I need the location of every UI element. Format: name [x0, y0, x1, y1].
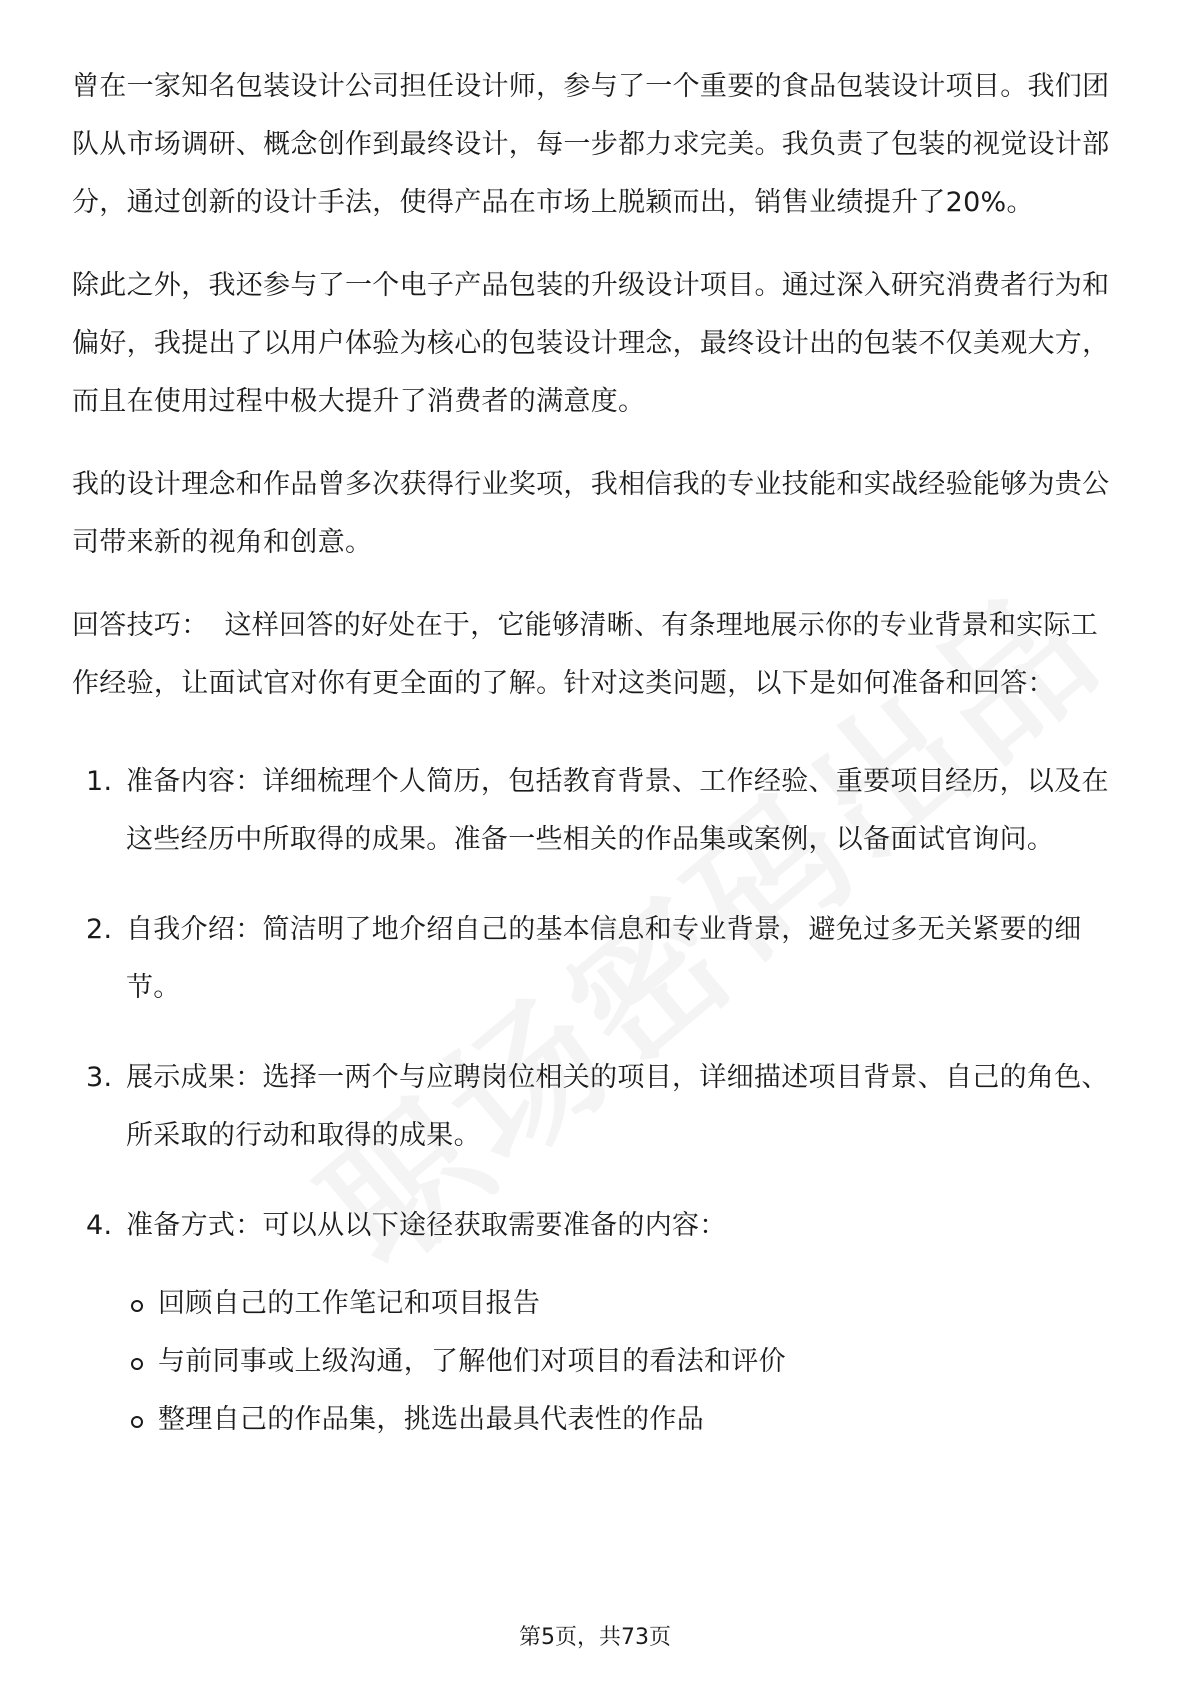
paragraph-upgrade-project: 除此之外，我还参与了一个电子产品包装的升级设计项目。通过深入研究消费者行为和偏好，我提出了以用户体验为核心的包装设计理念，最终设计出的包装不仅美观大方，而且在使用过程中极大提升了消费者的满意度。 [72, 270, 1110, 417]
step-item [72, 753, 1122, 869]
answer-tips [72, 597, 1122, 713]
paragraph-experience: 曾在一家知名包装设计公司担任设计师，参与了一个重要的食品包装设计项目。我们团队从市场调研、概念创作到最终设计，每一步都力求完美。我负责了包装的视觉设计部分，通过创新的设计手法，使得产品在市场上脱颖而出，销售业绩提升了20%。 [72, 71, 1110, 218]
list-item-text: 与前同事或上级沟通，了解他们对项目的看法和评价 [158, 1346, 786, 1377]
step-number: 3. [86, 1062, 113, 1093]
document-body [72, 58, 1122, 1481]
preparation-steps [72, 753, 1122, 1449]
step-item [72, 901, 1122, 1017]
step-number: 2. [86, 914, 113, 945]
paragraph-awards: 我的设计理念和作品曾多次获得行业奖项，我相信我的专业技能和实战经验能够为贵公司带来新的视角和创意。 [72, 469, 1110, 558]
step-item [72, 1049, 1122, 1165]
circle-bullet-icon [131, 1300, 143, 1312]
step-text: 准备内容：详细梳理个人简历，包括教育背景、工作经验、重要项目经历，以及在这些经历中所取得的成果。准备一些相关的作品集或案例，以备面试官询问。 [126, 766, 1109, 855]
step-text: 自我介绍：简洁明了地介绍自己的基本信息和专业背景，避免过多无关紧要的细节。 [126, 914, 1082, 1003]
step-number: 4. [86, 1210, 113, 1241]
list-item-text: 整理自己的作品集，挑选出最具代表性的作品 [158, 1404, 704, 1435]
step-text: 准备方式：可以从以下途径获取需要准备的内容： [126, 1210, 727, 1241]
step-text: 展示成果：选择一两个与应聘岗位相关的项目，详细描述项目背景、自己的角色、所采取的行动和取得的成果。 [126, 1062, 1109, 1151]
answer-tips-text: 这样回答的好处在于，它能够清晰、有条理地展示你的专业背景和实际工作经验，让面试官对你有更全面的了解。针对这类问题，以下是如何准备和回答： [72, 610, 1099, 699]
list-item [126, 1275, 1122, 1333]
circle-bullet-icon [131, 1358, 143, 1370]
list-item [126, 1391, 1122, 1449]
step-item [72, 1197, 1122, 1449]
page-number: 第5页，共73页 [519, 1625, 671, 1650]
step-number: 1. [86, 766, 113, 797]
list-item [126, 1333, 1122, 1391]
circle-bullet-icon [131, 1416, 143, 1428]
preparation-sources-list [126, 1275, 1122, 1449]
answer-tips-label: 回答技巧： [72, 610, 209, 641]
list-item-text: 回顾自己的工作笔记和项目报告 [158, 1288, 541, 1319]
